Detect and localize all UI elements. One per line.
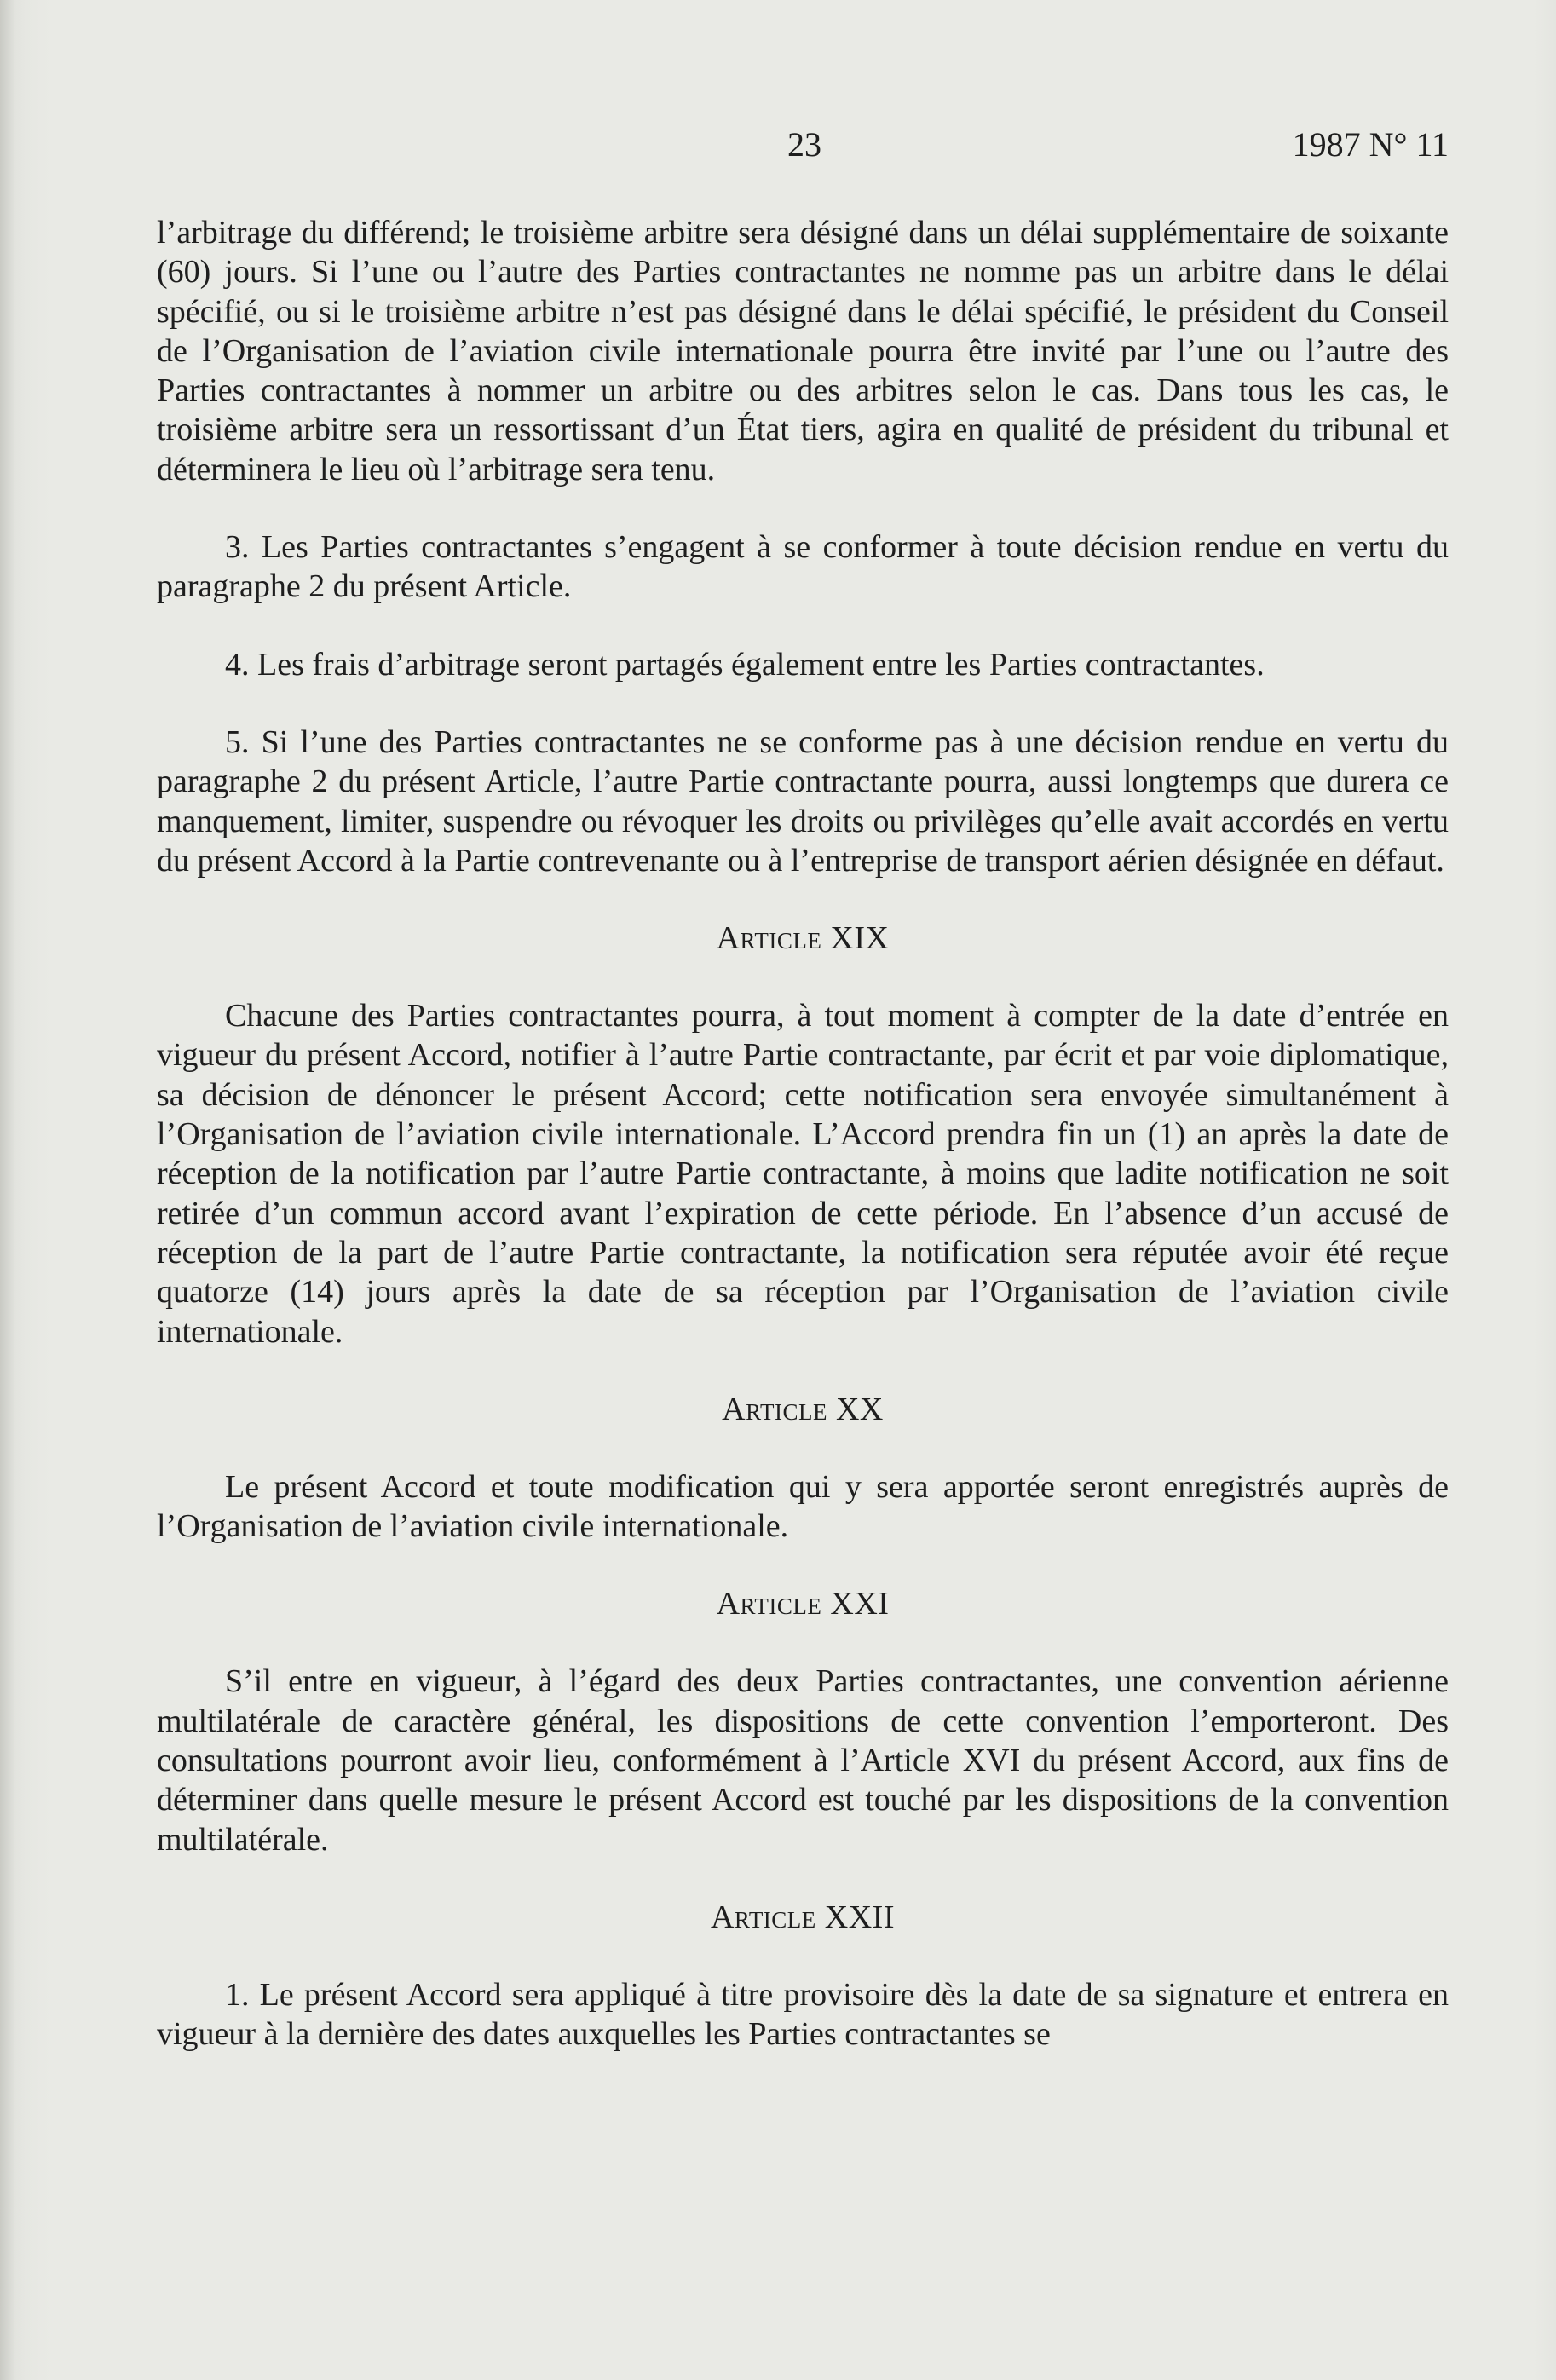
article-numeral: XX (835, 1391, 884, 1427)
year-and-number: 1987 N° 11 (1292, 125, 1449, 164)
page-number: 23 (787, 125, 821, 164)
article-word: Article (710, 1899, 816, 1935)
article-numeral: XIX (830, 920, 890, 957)
binding-edge (0, 0, 15, 2380)
article-xx-heading (157, 1390, 1449, 1429)
paragraph-continued: l’arbitrage du différend; le troisième arbitre sera désigné dans un délai supplémentaire de soixante (60) jours. Si l’une ou l’autre des Parties contractantes ne nomme pas un arbitre dans le délai spécifié, ou si le troisième arbitre n’est pas désigné dans le délai spécifié, le président du Conseil de l’Organisation de l’aviation civile internationale pourra être invité par l’une ou l’autre des Parties contractantes à nommer un arbitre ou des arbitres selon le cas. Dans tous les cas, le troisième arbitre sera un ressortissant d’un État tiers, agira en qualité de président du tribunal et déterminera le lieu où l’arbitrage sera tenu. (157, 215, 1449, 487)
article-xxi-heading (157, 1584, 1449, 1623)
paragraph-3: 3. Les Parties contractantes s’engagent à se conformer à toute décision rendue en vertu du paragraphe 2 du présent Article. (157, 529, 1449, 605)
article-xxii-text: 1. Le présent Accord sera appliqué à titre provisoire dès la date de sa signature et entrera en vigueur à la dernière des dates auxquelles les Parties contractantes se (157, 1976, 1449, 2053)
article-xxi-text: S’il entre en vigueur, à l’égard des deux Parties contractantes, une convention aérienne multilatérale de caractère général, les dispositions de cette convention l’emporteront. Des consultations pourront avoir lieu, conformément à l’Article XVI du présent Accord, aux fins de déterminer dans quelle mesure le présent Accord est touché par les dispositions de la convention multilatérale. (157, 1663, 1449, 1858)
article-numeral: XXI (830, 1586, 890, 1622)
article-word: Article (716, 920, 822, 957)
paragraph-5: 5. Si l’une des Parties contractantes ne se conforme pas à une décision rendue en vertu du paragraphe 2 du présent Article, l’autre Partie contractante pourra, aussi longtemps que durera ce manquement, limiter, suspendre ou révoquer les droits ou privilèges qu’elle avait accordés en vertu du présent Accord à la Partie contrevenante ou à l’entreprise de transport aérien désignée en défaut. (157, 723, 1449, 879)
paragraph-4: 4. Les frais d’arbitrage seront partagés également entre les Parties contractantes. (225, 646, 1265, 683)
document-body (157, 213, 1449, 2054)
article-numeral: XXII (824, 1899, 895, 1935)
page-header (0, 124, 1556, 172)
article-xix-heading (157, 919, 1449, 958)
article-word: Article (722, 1391, 827, 1427)
article-xix-text: Chacune des Parties contractantes pourra, à tout moment à compter de la date d’entrée en vigueur du présent Accord, notifier à l’autre Partie contractante, par écrit et par voie diplomatique, sa décision de dénoncer le présent Accord; cette notification sera envoyée simultanément à l’Organisation de l’aviation civile internationale. L’Accord prendra fin un (1) an après la date de réception de la notification par l’autre Partie contractante, à moins que ladite notification ne soit retirée d’un commun accord avant l’expiration de cette période. En l’absence d’un accusé de réception de la part de l’autre Partie contractante, la notification sera réputée avoir été reçue quatorze (14) jours après la date de sa réception par l’Organisation de l’aviation civile internationale. (157, 998, 1449, 1350)
article-xxii-heading (157, 1898, 1449, 1937)
article-word: Article (716, 1586, 822, 1622)
article-xx-text: Le présent Accord et toute modification qui y sera apportée seront enregistrés auprès de l’Organisation de l’aviation civile internationale. (157, 1468, 1449, 1545)
